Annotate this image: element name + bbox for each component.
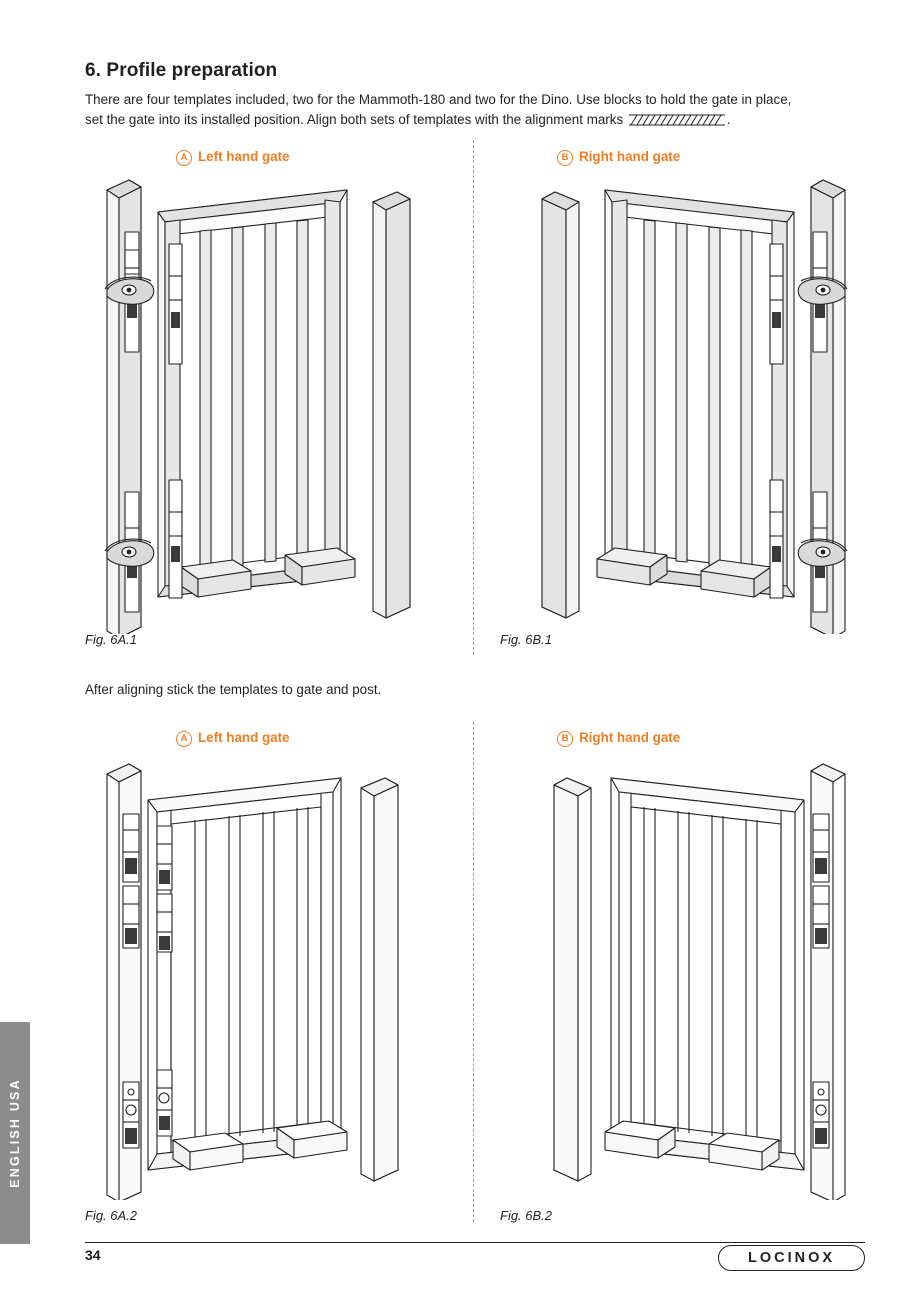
column-divider-bottom — [473, 722, 474, 1222]
figure-6a1-caption: Fig. 6A.1 — [85, 632, 138, 647]
mid-instruction: After aligning stick the templates to gate and post. — [85, 682, 382, 697]
intro-paragraph — [85, 90, 865, 129]
figure-6b1-title — [557, 149, 680, 166]
figure-6a1-illustration — [85, 172, 455, 634]
intro-line-1: There are four templates included, two for the Mammoth-180 and two for the Dino. Use blocks to hold the gate in place, — [85, 92, 792, 107]
footer-divider — [85, 1242, 865, 1243]
figure-6b1-title-text: Right hand gate — [579, 149, 681, 164]
figure-6b2-title — [557, 730, 680, 747]
intro-line-2-end: . — [726, 111, 731, 127]
figure-6a2-title-text: Left hand gate — [198, 730, 290, 745]
figure-6b2-caption: Fig. 6B.2 — [500, 1208, 553, 1223]
badge-b: B — [557, 150, 573, 166]
brand-logo — [718, 1245, 865, 1271]
column-divider-top — [473, 140, 474, 655]
figure-6a2-caption: Fig. 6A.2 — [85, 1208, 138, 1223]
figure-6a2-title — [176, 730, 290, 747]
page-title: 6. Profile preparation — [85, 60, 278, 81]
page-number: 34 — [85, 1247, 101, 1263]
badge-a-2: A — [176, 731, 192, 747]
badge-a: A — [176, 150, 192, 166]
language-tab-label: ENGLISH USA — [8, 1078, 22, 1188]
figure-6a1-title — [176, 149, 290, 166]
figure-6a2-illustration — [85, 752, 455, 1200]
intro-line-2: set the gate into its installed position. Align both sets of templates with the alignment marks — [85, 111, 624, 127]
alignment-mark-icon — [629, 114, 725, 126]
badge-b-2: B — [557, 731, 573, 747]
figure-6b1-caption: Fig. 6B.1 — [500, 632, 553, 647]
language-tab — [0, 1022, 30, 1244]
figure-6b2-title-text: Right hand gate — [579, 730, 681, 745]
figure-6b1-illustration — [497, 172, 867, 634]
figure-6a1-title-text: Left hand gate — [198, 149, 290, 164]
logo-text: LOCINOX — [747, 1250, 836, 1266]
figure-6b2-illustration — [497, 752, 867, 1200]
